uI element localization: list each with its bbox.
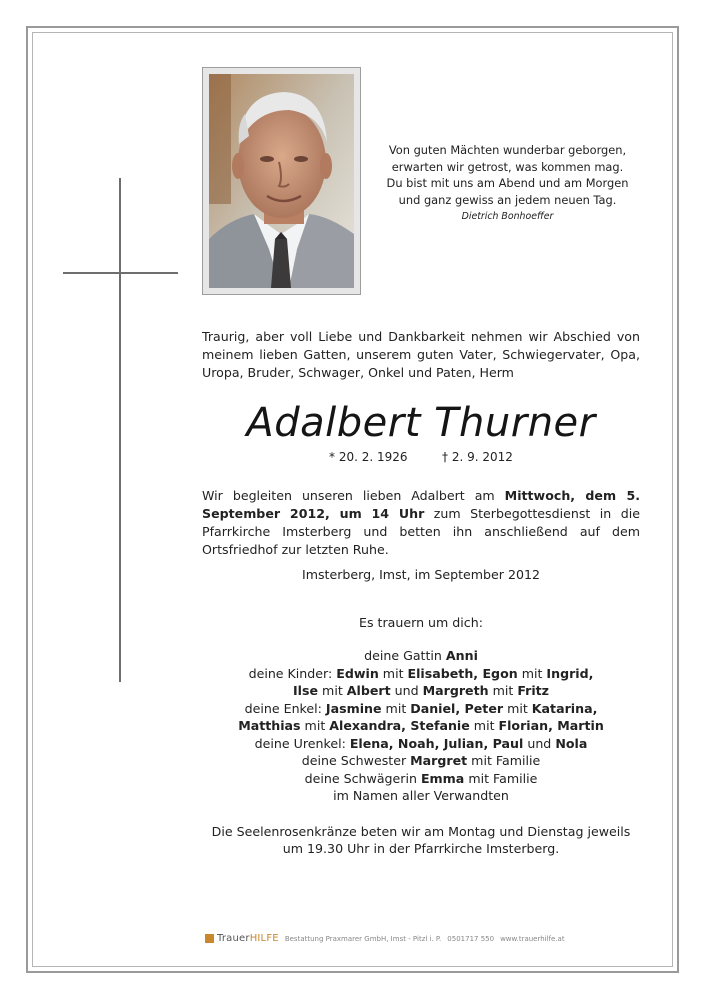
footer — [205, 933, 625, 944]
service-date-time: Mittwoch, dem 5. September 2012, um 14 Uhr — [202, 488, 640, 521]
service-text-before: Wir begleiten unseren lieben Adalbert am — [202, 488, 505, 503]
mourner-relation: deine Kinder: — [248, 665, 337, 681]
mourner-name: Nola — [555, 735, 588, 751]
mourners-title: Es trauern um dich: — [359, 615, 483, 630]
mourner-connector: mit — [300, 718, 330, 733]
mourner-name: Alexandra, Stefanie — [329, 718, 470, 733]
mourner-name: Florian, Martin — [498, 718, 604, 733]
portrait-photo — [202, 67, 361, 295]
mourner-relation: deine Schwägerin — [304, 770, 421, 786]
mourner-line — [202, 735, 640, 753]
mourner-relation: deine Enkel: — [244, 700, 326, 716]
mourner-connector: mit — [503, 700, 532, 716]
mourner-name: Edwin — [336, 665, 379, 681]
mourner-line — [202, 770, 640, 788]
mourner-name: Elisabeth, Egon — [407, 665, 518, 681]
mourner-connector: und — [523, 735, 556, 751]
poem-line: und ganz gewiss an jedem neuen Tag. — [398, 192, 617, 207]
poem-author: Dietrich Bonhoeffer — [461, 211, 554, 222]
deceased-name: Adalbert Thurner — [246, 400, 596, 446]
service-announcement — [202, 487, 640, 559]
death-date: † 2. 9. 2012 — [442, 450, 513, 464]
cross-horizontal-bar — [63, 272, 178, 274]
mourners-list — [202, 647, 640, 805]
mourner-relation: deine Schwester — [301, 753, 411, 768]
phone-number: 0501717 550 — [447, 934, 495, 943]
mourner-name: Fritz — [517, 683, 549, 698]
mourner-line — [202, 682, 640, 700]
poem-line: Du bist mit uns am Abend und am Morgen — [386, 176, 629, 190]
mourner-name: Ingrid, — [546, 665, 594, 681]
place-date: Imsterberg, Imst, im September 2012 — [301, 567, 541, 582]
mourner-connector: mit — [469, 718, 499, 733]
mourner-name: Margreth — [422, 683, 489, 698]
cross-vertical-bar — [119, 178, 121, 682]
mourner-name: Margret — [410, 753, 468, 768]
mourner-connector: mit — [517, 665, 547, 681]
portrait-image — [209, 74, 354, 288]
rosary-line: Die Seelenrosenkränze beten wir am Montag und Dienstag jeweils — [211, 824, 631, 839]
mourner-relation: deine Urenkel: — [254, 735, 350, 751]
mourner-line: im Namen aller Verwandten — [333, 788, 509, 803]
mourner-name: Matthias — [238, 718, 301, 733]
poem-line: Von guten Mächten wunderbar geborgen, — [388, 143, 627, 157]
birth-date: * 20. 2. 1926 — [329, 450, 408, 464]
mourner-connector: mit Familie — [464, 770, 538, 786]
mourner-connector: mit — [318, 683, 347, 698]
rosary-notice — [202, 823, 640, 857]
mourner-line — [202, 647, 640, 665]
poem-line: erwarten wir getrost, was kommen mag. — [391, 159, 624, 174]
mourner-line — [202, 717, 640, 735]
website-link[interactable]: www.trauerhilfe.at — [500, 934, 565, 943]
rosary-line: um 19.30 Uhr in der Pfarrkirche Imsterberg. — [282, 841, 560, 856]
company-info: Bestattung Praxmarer GmbH, Imst - Pitzl i. P. — [284, 934, 442, 943]
mourner-line — [202, 700, 640, 718]
logo-icon — [205, 934, 214, 943]
mourner-line — [202, 752, 640, 770]
mourner-connector: und — [390, 683, 423, 698]
mourner-relation: deine Gattin — [364, 648, 446, 663]
mourner-name: Ilse — [293, 683, 319, 698]
mourner-connector: mit — [488, 683, 518, 698]
service-text-after: zum Sterbegottesdienst in die Pfarrkirche Imsterberg und betten ihn anschließend auf dem Ortsfriedhof zur letzten Ruhe. — [202, 506, 640, 557]
mourner-name: Daniel, Peter — [410, 700, 504, 716]
mourner-name: Anni — [445, 648, 478, 663]
mourner-name: Albert — [346, 683, 391, 698]
mourner-name: Emma — [420, 770, 465, 786]
intro-text: Traurig, aber voll Liebe und Dankbarkeit nehmen wir Abschied von meinem lieben Gatten, unserem guten Vater, Schwiegervater, Opa, Uropa, Bruder, Schwager, Onkel und Paten, Herm — [202, 329, 640, 380]
mourner-name: Jasmine — [325, 700, 382, 716]
mourner-name: Katarina, — [531, 700, 598, 716]
brand-part: Trauer — [217, 933, 250, 944]
mourner-name: Elena, Noah, Julian, Paul — [349, 735, 524, 751]
mourner-line — [202, 665, 640, 683]
poem-quote — [380, 142, 635, 226]
brand-logo — [217, 933, 279, 944]
brand-part-highlight: HILFE — [249, 933, 279, 944]
mourner-connector: mit Familie — [467, 753, 541, 768]
mourner-connector: mit — [378, 665, 408, 681]
mourner-connector: mit — [381, 700, 411, 716]
